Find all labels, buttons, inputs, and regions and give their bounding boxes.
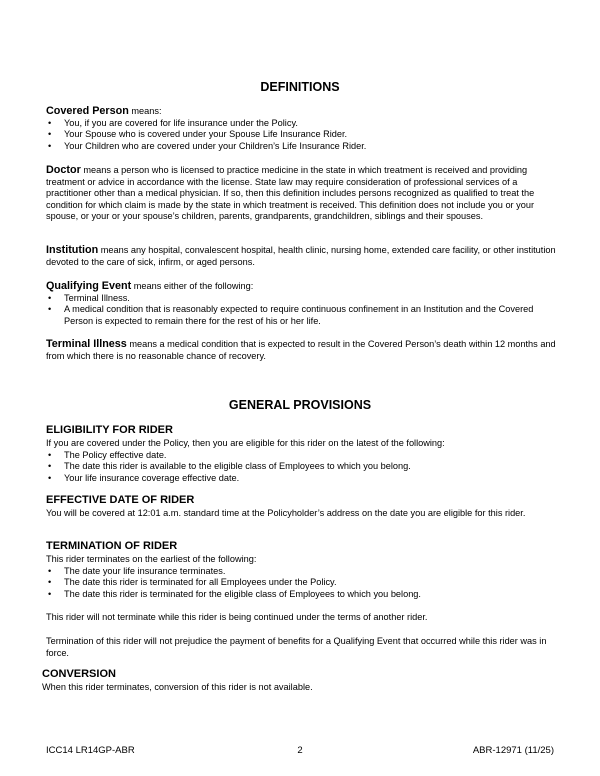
list-item: • Your Spouse who is covered under your Spouse Life Insurance Rider.: [48, 129, 348, 140]
effective-date-title: EFFECTIVE DATE OF RIDER: [46, 494, 195, 506]
termination-title: TERMINATION OF RIDER: [46, 540, 178, 552]
effective-date-text: You will be covered at 12:01 a.m. standard time at the Policyholder’s address on the date you are eligible for this rider.: [46, 508, 526, 518]
list-item: • Your life insurance coverage effective date.: [48, 472, 240, 483]
bullet-icon: •: [48, 588, 52, 599]
doctor-term: Doctor: [46, 164, 81, 176]
terminal-illness-definition: [46, 339, 556, 362]
institution-text: means any hospital, convalescent hospital, health clinic, nursing home, extended care facility, or other institution devoted to the care of sick, infirm, or aged persons.: [46, 245, 556, 267]
terminal-illness-term: Terminal Illness: [46, 338, 127, 350]
eligibility-intro: If you are covered under the Policy, then you are eligible for this rider on the latest of the following:: [46, 438, 445, 448]
conversion-title: CONVERSION: [42, 668, 116, 680]
list-item: • Terminal Illness.: [48, 292, 130, 303]
termination-section: [46, 540, 556, 659]
conversion-section: [42, 668, 552, 694]
termination-list: [46, 566, 556, 601]
list-item: • The date this rider is available to the eligible class of Employees to which you belong.: [48, 461, 411, 472]
eligibility-section: [46, 424, 556, 484]
eligibility-list: [46, 450, 556, 485]
doctor-definition: [46, 165, 556, 223]
footer-form-id: ICC14 LR14GP-ABR: [46, 745, 135, 756]
conversion-text: When this rider terminates, conversion of this rider is not available.: [42, 682, 313, 692]
bullet-icon: •: [48, 140, 52, 151]
covered-person-intro: means:: [128, 106, 162, 116]
general-provisions-heading: GENERAL PROVISIONS: [228, 398, 372, 412]
footer-page-number: 2: [297, 745, 303, 756]
covered-person-term: Covered Person: [46, 105, 129, 117]
qualifying-event-list: [46, 293, 556, 328]
qualifying-event-term: Qualifying Event: [46, 280, 132, 292]
bullet-icon: •: [48, 117, 52, 128]
qualifying-event-intro: means either of the following:: [131, 281, 254, 291]
bullet-icon: •: [48, 129, 52, 140]
list-item: • A medical condition that is reasonably expected to require continuous confinement in an Institution and the Covered Person is expected to remain there for the rest of his or her life.: [48, 304, 534, 326]
covered-person-definition: [46, 106, 556, 152]
termination-para-continued: This rider will not terminate while this rider is being continued under the terms of another rider.: [46, 612, 428, 623]
eligibility-title: ELIGIBILITY FOR RIDER: [46, 424, 173, 436]
bullet-icon: •: [48, 304, 52, 315]
bullet-icon: •: [48, 565, 52, 576]
bullet-icon: •: [48, 449, 52, 460]
covered-person-list: [46, 118, 556, 153]
footer-doc-code: ABR-12971 (11/25): [472, 745, 554, 756]
list-item: • Your Children who are covered under your Children’s Life Insurance Rider.: [48, 140, 367, 151]
definitions-heading: DEFINITIONS: [260, 80, 340, 94]
bullet-icon: •: [48, 472, 52, 483]
list-item: • The date your life insurance terminates.: [48, 565, 226, 576]
qualifying-event-definition: [46, 281, 556, 327]
termination-para-prejudice: Termination of this rider will not prejudice the payment of benefits for a Qualifying Event that occurred while this rider was in force.: [46, 635, 547, 658]
list-item: • The date this rider is terminated for all Employees under the Policy.: [48, 577, 337, 588]
effective-date-section: [46, 494, 556, 520]
doctor-text: means a person who is licensed to practice medicine in the state in which treatment is received and providing treatment or advice in accordance with the license. State law may require consideration of professional services of a practitioner other than a medical physician. If so, then this definition includes persons recognized as qualified to treat the condition for which claim is made by the state in which treatment is received. This definition does not include you or your spouse, or your or your spouse’s children, parents, grandparents, grandchildren, siblings and their spouses.: [46, 165, 535, 222]
bullet-icon: •: [48, 461, 52, 472]
list-item: • The Policy effective date.: [48, 449, 167, 460]
list-item: • You, if you are covered for life insurance under the Policy.: [48, 117, 298, 128]
bullet-icon: •: [48, 292, 52, 303]
institution-definition: [46, 245, 556, 268]
list-item: • The date this rider is terminated for the eligible class of Employees to which you belong.: [48, 588, 421, 599]
bullet-icon: •: [48, 577, 52, 588]
terminal-illness-text: means a medical condition that is expected to result in the Covered Person’s death within 12 months and from which there is no reasonable chance of recovery.: [46, 339, 556, 361]
institution-term: Institution: [46, 244, 99, 256]
termination-intro: This rider terminates on the earliest of the following:: [46, 554, 257, 564]
